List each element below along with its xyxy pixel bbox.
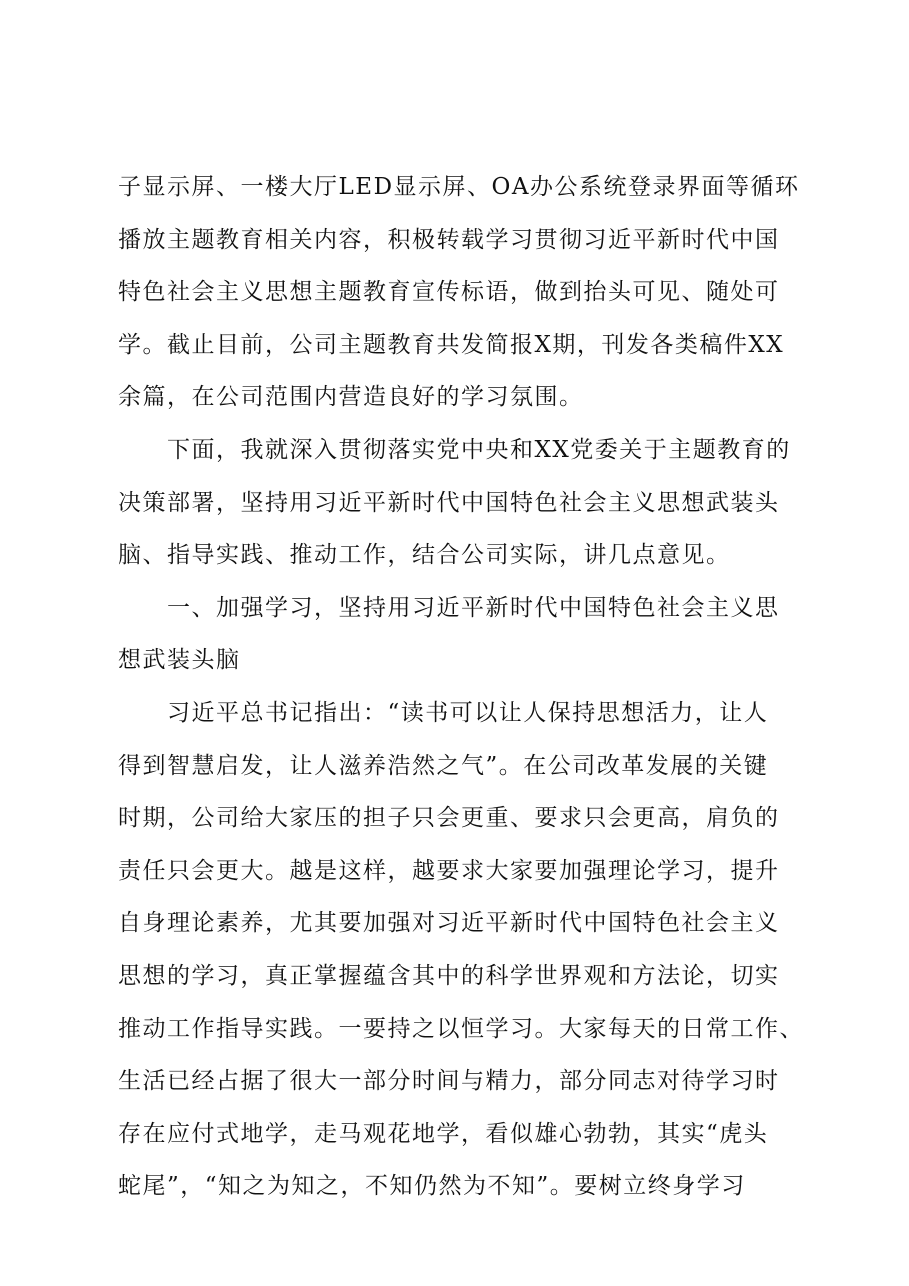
document-body xyxy=(118,166,818,1218)
paragraph-first-line: 习近平总书记指出：“读书可以让人保持思想活力，让人 xyxy=(167,699,769,726)
text-line: 余篇，在公司范围内营造良好的学习氛围。 xyxy=(118,384,584,411)
text-line: 推动工作指导实践。一要持之以恒学习。大家每天的日常工作、 xyxy=(118,1015,804,1042)
section-heading-line: 一、加强学习，坚持用习近平新时代中国特色社会主义思 xyxy=(167,594,780,621)
section-heading-line: 想武装头脑 xyxy=(118,647,241,674)
text-line: 生活已经占据了很大一部分时间与精力，部分同志对待学习时 xyxy=(118,1068,780,1095)
text-line: 得到智慧启发，让人滋养浩然之气”。在公司改革发展的关键 xyxy=(118,752,769,779)
text-line: 特色社会主义思想主题教育宣传标语，做到抬头可见、随处可 xyxy=(118,279,780,306)
text-line: 脑、指导实践、推动工作，结合公司实际，讲几点意见。 xyxy=(118,542,731,569)
text-line: 思想的学习，真正掌握蕴含其中的科学世界观和方法论，切实 xyxy=(118,962,780,989)
text-line: 蛇尾”，“知之为知之，不知仍然为不知”。要树立终身学习 xyxy=(118,1173,746,1200)
text-line: 存在应付式地学，走马观花地学，看似雄心勃勃，其实“虎头 xyxy=(118,1120,769,1147)
paragraph-first-line: 下面，我就深入贯彻落实党中央和XX党委关于主题教育的 xyxy=(167,436,791,463)
text-line: 子显示屏、一楼大厅LED显示屏、OA办公系统登录界面等循环 xyxy=(118,174,800,200)
text-line: 学。截止目前，公司主题教育共发简报X期，刊发各类稿件XX xyxy=(118,331,785,358)
text-line: 播放主题教育相关内容，积极转载学习贯彻习近平新时代中国 xyxy=(118,226,780,253)
text-line: 时期，公司给大家压的担子只会更重、要求只会更高，肩负的 xyxy=(118,805,780,832)
text-line: 自身理论素养，尤其要加强对习近平新时代中国特色社会主义 xyxy=(118,910,780,937)
text-line: 责任只会更大。越是这样，越要求大家要加强理论学习，提升 xyxy=(118,857,780,884)
text-line: 决策部署，坚持用习近平新时代中国特色社会主义思想武装头 xyxy=(118,489,780,516)
